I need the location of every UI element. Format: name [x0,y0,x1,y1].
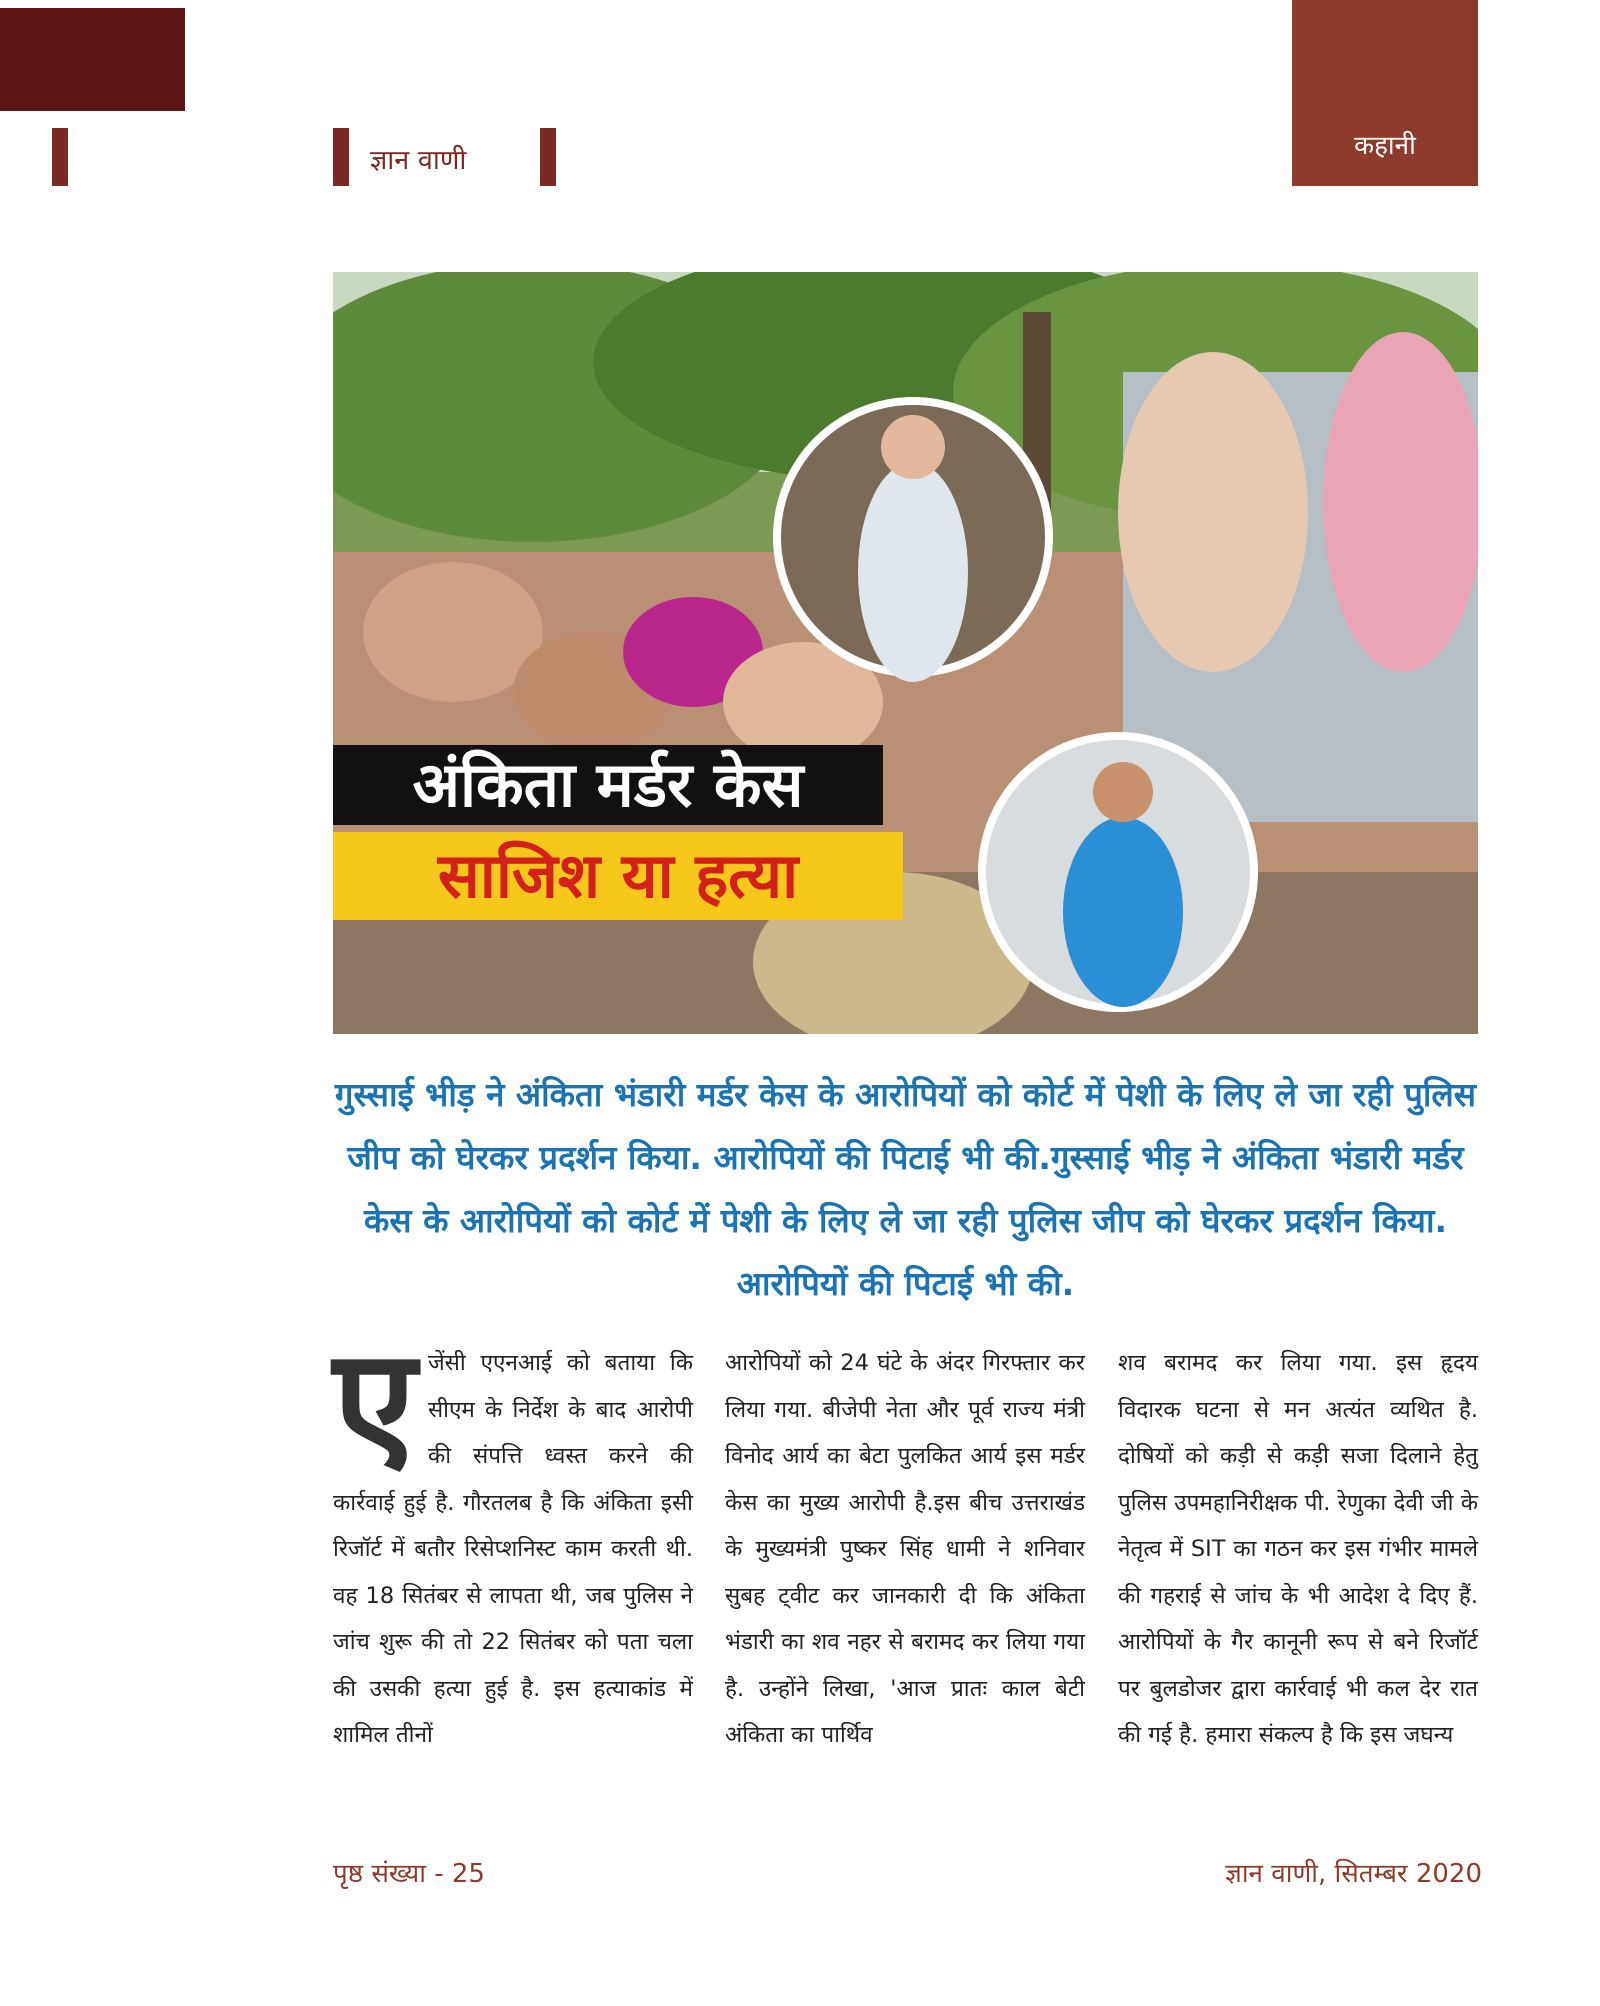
column-1-text: जेंसी एएनआई को बताया कि सीएम के निर्देश के बाद आरोपी की संपत्ति ध्वस्त करने की कार्रवाई हुई है. गौरतलब है कि अंकिता इसी रिजॉर्ट में बतौर रिसेप्शनिस्ट काम करती थी. वह 18 सितंबर से लापता थी, जब पुलिस ने जांच शुरू की तो 22 सितंबर को पता चला की उसकी हत्या हुई है. इस हत्याकांड में शामिल तीनों [333,1350,693,1748]
page-number: पृष्ठ संख्या - 25 [333,1859,485,1889]
article-deck: गुस्साई भीड़ ने अंकिता भंडारी मर्डर केस के आरोपियों को कोर्ट में पेशी के लिए ले जा रही पुलिस जीप को घेरकर प्रदर्शन किया. आरोपियों की पिटाई भी की.गुस्साई भीड़ ने अंकिता भंडारी मर्डर केस के आरोपियों को कोर्ट में पेशी के लिए ले जा रही पुलिस जीप को घेरकर प्रदर्शन किया. आरोपियों की पिटाई भी की. [334,1075,1477,1303]
hero-caption-subtitle: साजिश या हत्या [333,832,903,920]
hero-caption-title: अंकिता मर्डर केस [333,745,883,825]
magazine-title: ज्ञान वाणी [370,145,467,176]
dropcap: ए [333,1317,416,1491]
article-column-1 [333,1317,693,1759]
corner-block-left [0,8,185,111]
article-column-3 [1118,1340,1478,1759]
header-bar-left [333,128,349,186]
issue-info: ज्ञान वाणी, सितम्बर 2020 [1225,1859,1482,1889]
section-tab [1292,0,1478,186]
column-3-text: शव बरामद कर लिया गया. इस हृदय विदारक घटना से मन अत्यंत व्यथित है. दोषियों को कड़ी से कड़ी सजा दिलाने हेतु पुलिस उपमहानिरीक्षक पी. रेणुका देवी जी के नेतृत्व में SIT का गठन कर इस गंभीर मामले की गहराई से जांच के भी आदेश दे दिए हैं. आरोपियों के गैर कानूनी रूप से बने रिजॉर्ट पर बुलडोजर द्वारा कार्रवाई भी कल देर रात की गई है. हमारा संकल्प है कि इस जघन्य [1118,1350,1478,1748]
column-2-text: आरोपियों को 24 घंटे के अंदर गिरफ्तार कर लिया गया. बीजेपी नेता और पूर्व राज्य मंत्री विनोद आर्य का बेटा पुलकित आर्य इस मर्डर केस का मुख्य आरोपी है.इस बीच उत्तराखंड के मुख्यमंत्री पुष्कर सिंह धामी ने शनिवार सुबह ट्वीट कर जानकारी दी कि अंकिता भंडारी का शव नहर से बरामद कर लिया गया है. उन्होंने लिखा, 'आज प्रातः काल बेटी अंकिता का पार्थिव [725,1350,1085,1748]
margin-bar [52,128,68,186]
section-label: कहानी [1354,131,1416,161]
article-column-2 [725,1340,1085,1759]
header-bar-right [540,128,556,186]
